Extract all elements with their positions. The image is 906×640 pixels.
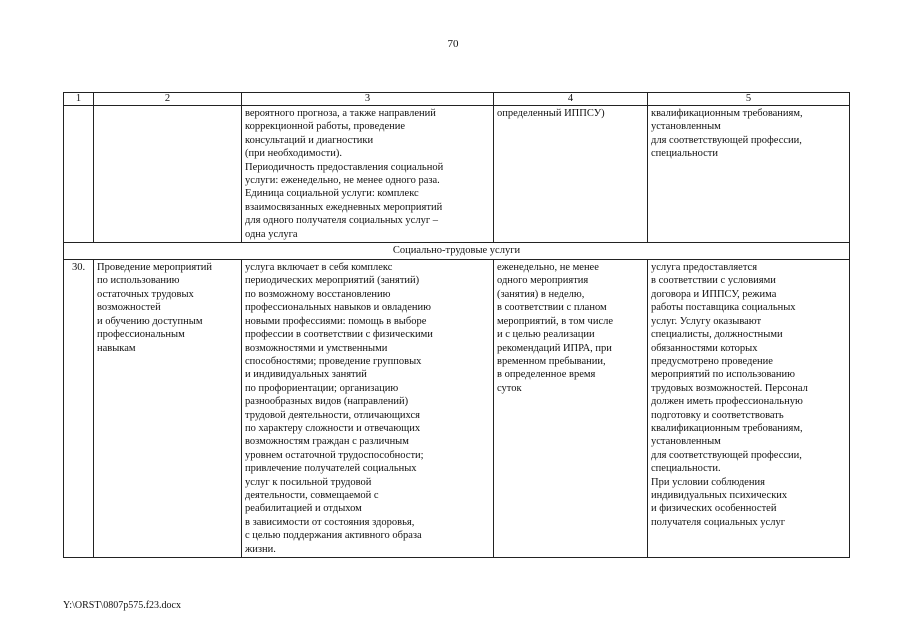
text-line: периодических мероприятий (занятий): [245, 275, 420, 287]
text-line: Проведение мероприятий: [97, 262, 212, 274]
text-line: мероприятий по использованию: [651, 369, 796, 381]
text-line: Единица социальной услуги: комплекс: [245, 188, 419, 200]
text-line: еженедельно, не менее: [497, 262, 599, 274]
text-line: в соответствии с условиями: [651, 275, 776, 287]
text-line: и с целью реализации: [497, 329, 595, 341]
text-line: Периодичность предоставления социальной: [245, 161, 444, 173]
text-line: в зависимости от состояния здоровья,: [245, 516, 415, 528]
text-line: услуг к посильной трудовой: [245, 476, 372, 488]
text-line: одного мероприятия: [497, 275, 589, 287]
text-line: (занятия) в неделю,: [497, 288, 585, 300]
column-header-3: 3: [242, 93, 494, 106]
text-line: деятельности, совмещаемой с: [245, 489, 379, 501]
page-number: 70: [447, 38, 459, 50]
text-line: по характеру сложности и отвечающих: [245, 422, 421, 434]
continuation-cell-3: [242, 106, 494, 243]
text-line: консультаций и диагностики: [245, 134, 374, 146]
text-line: услуга предоставляется: [651, 262, 758, 274]
text-line: специальности.: [651, 463, 721, 475]
text-line: возможностями и умственными: [245, 342, 388, 354]
text-line: уровнем остаточной трудоспособности;: [245, 449, 424, 461]
text-line: установленным: [651, 121, 721, 133]
text-line: взаимосвязанных ежедневных мероприятий: [245, 201, 443, 213]
continuation-cell-2: [94, 106, 242, 243]
text-line: и физических особенностей: [651, 503, 777, 515]
service-conditions-cell: [648, 260, 850, 558]
text-line: трудовой деятельности, отличающихся: [245, 409, 420, 421]
column-header-4: 4: [494, 93, 648, 106]
column-header-5: 5: [648, 93, 850, 106]
service-frequency-cell: [494, 260, 648, 558]
text-line: в соответствии с планом: [497, 302, 607, 314]
table-row: [64, 260, 850, 558]
text-line: вероятного прогноза, а также направлений: [245, 108, 436, 119]
text-line: предусмотрено проведение: [651, 355, 773, 367]
text-line: навыкам: [97, 342, 136, 354]
text-line: услуг. Услугу оказывают: [651, 315, 762, 327]
text-line: При условии соблюдения: [651, 476, 765, 488]
text-line: новыми профессиями: помощь в выборе: [245, 315, 427, 327]
text-line: услуга включает в себя комплекс: [245, 262, 393, 274]
continuation-cell-5: [648, 106, 850, 243]
column-header-1: 1: [64, 93, 94, 106]
text-line: для одного получателя социальных услуг –: [245, 215, 439, 227]
section-row: [64, 243, 850, 260]
text-line: получателя социальных услуг: [651, 516, 786, 528]
text-line: профессиональным: [97, 329, 185, 341]
text-line: по использованию: [97, 275, 180, 287]
text-line: и обучению доступным: [97, 315, 203, 327]
text-line: определенный ИППСУ): [497, 108, 605, 119]
text-line: договора и ИППСУ, режима: [651, 288, 777, 300]
file-path-footer: Y:\ORST\0807p575.f23.docx: [63, 600, 181, 611]
text-line: рекомендаций ИПРА, при: [497, 342, 612, 354]
text-line: для соответствующей профессии,: [651, 134, 802, 146]
continuation-cell-1: [64, 106, 94, 243]
text-line: остаточных трудовых: [97, 288, 194, 300]
text-line: специалисты, должностными: [651, 329, 783, 341]
text-line: временном пребывании,: [497, 355, 606, 367]
continuation-row: [64, 106, 850, 243]
text-line: (при необходимости).: [245, 148, 342, 160]
text-line: услуги: еженедельно, не менее одного раза.: [245, 175, 440, 187]
text-line: привлечение получателей социальных: [245, 463, 417, 475]
column-header-2: 2: [94, 93, 242, 106]
text-line: возможностей: [97, 302, 161, 314]
text-line: суток: [497, 382, 522, 394]
service-name-cell: [94, 260, 242, 558]
text-line: квалификационным требованиям,: [651, 108, 803, 119]
row-number: 30.: [64, 260, 94, 558]
column-header-row: [64, 93, 850, 106]
text-line: разнообразных видов (направлений): [245, 396, 409, 408]
text-line: одна услуга: [245, 228, 298, 240]
text-line: подготовку и соответствовать: [651, 409, 784, 421]
text-line: специальности: [651, 148, 718, 160]
text-line: по профориентации; организацию: [245, 382, 399, 394]
text-line: квалификационным требованиям,: [651, 422, 803, 434]
text-line: в определенное время: [497, 369, 596, 381]
text-line: для соответствующей профессии,: [651, 449, 802, 461]
text-line: с целью поддержания активного образа: [245, 530, 422, 542]
continuation-cell-4: [494, 106, 648, 243]
text-line: коррекционной работы, проведение: [245, 121, 405, 133]
text-line: установленным: [651, 436, 721, 448]
text-line: способностями; проведение групповых: [245, 355, 422, 367]
section-title: Социально-трудовые услуги: [64, 243, 850, 260]
text-line: и индивидуальных занятий: [245, 369, 367, 381]
text-line: по возможному восстановлению: [245, 288, 391, 300]
service-description-cell: [242, 260, 494, 558]
text-line: профессии в соответствии с физическими: [245, 329, 433, 341]
text-line: индивидуальных психических: [651, 489, 788, 501]
text-line: профессиональных навыков и овладению: [245, 302, 431, 314]
text-line: реабилитацией и отдыхом: [245, 503, 362, 515]
text-line: работы поставщика социальных: [651, 302, 796, 314]
text-line: трудовых возможностей. Персонал: [651, 382, 808, 394]
text-line: возможностям граждан с различным: [245, 436, 409, 448]
services-table: [63, 92, 850, 558]
text-line: должен иметь профессиональную: [651, 396, 803, 408]
text-line: жизни.: [245, 543, 276, 555]
text-line: мероприятий, в том числе: [497, 315, 614, 327]
text-line: обязанностями которых: [651, 342, 758, 354]
